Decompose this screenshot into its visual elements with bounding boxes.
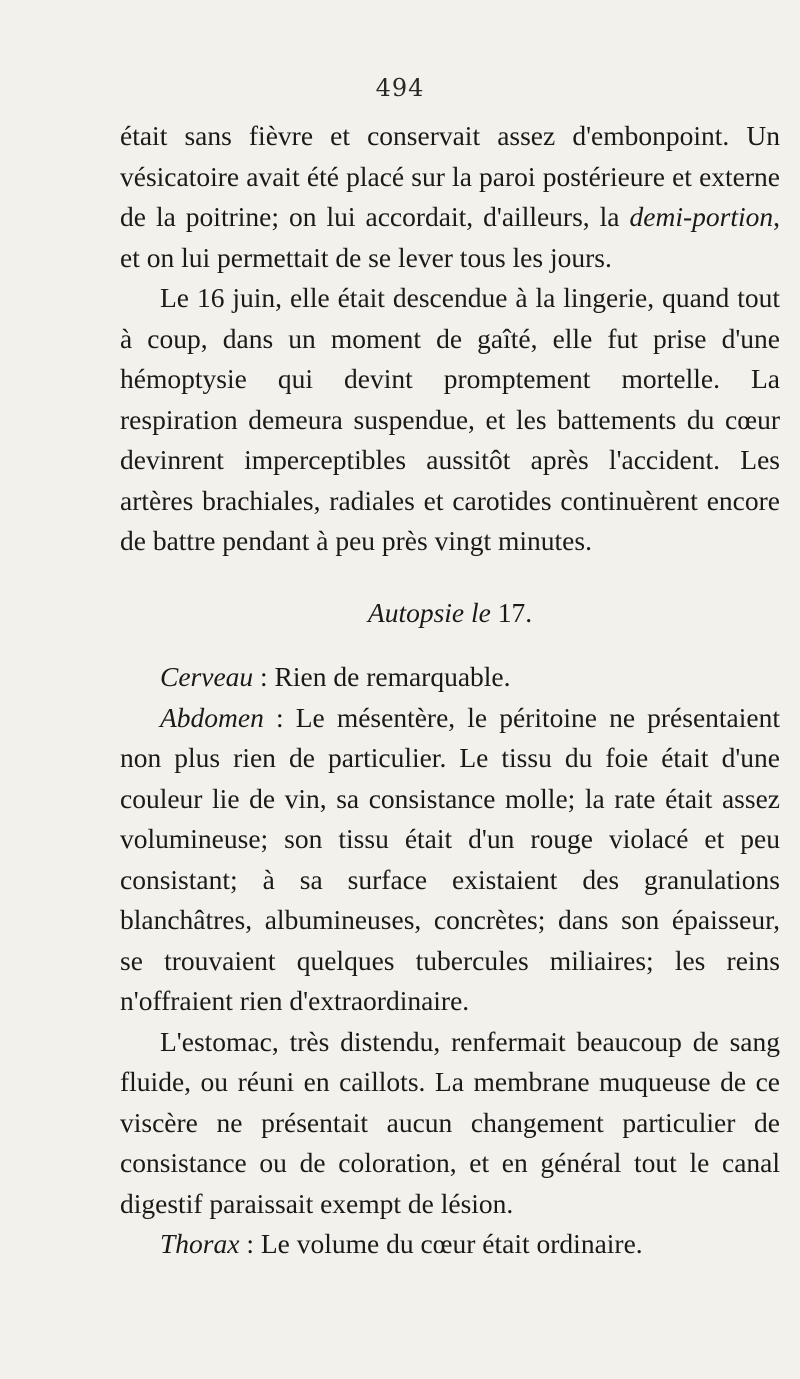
paragraph-estomac: L'estomac, très distendu, renfermait beaucoup de sang fluide, ou réuni en caillots. La membrane muqueuse de ce viscère ne présentait aucun changement particulier de consistance ou de coloration, et en général tout le canal digestif paraissait exempt de lésion. [120, 1025, 780, 1219]
paragraph-1-italic: demi-portion [629, 201, 774, 232]
cerveau-label: Cerveau [160, 661, 254, 692]
section-heading-number: 17. [490, 596, 533, 628]
section-heading [120, 593, 780, 634]
page-number: 494 [375, 74, 425, 102]
paragraph-1 [120, 116, 780, 278]
cerveau-text: : Rien de remarquable. [253, 661, 511, 692]
page-text [120, 116, 780, 1265]
section-heading-italic: Autopsie le [367, 596, 491, 628]
paragraph-cerveau [120, 657, 780, 698]
paragraph-1-tail: , et on lui permettait de se lever tous les jours. [120, 201, 780, 273]
thorax-label: Thorax [160, 1228, 240, 1259]
paragraph-thorax [120, 1224, 780, 1265]
thorax-text: : Le volume du cœur était ordinaire. [239, 1228, 643, 1259]
abdomen-text: : Le mésentère, le péritoine ne présentaient non plus rien de particulier. Le tissu du foie était d'une couleur lie de vin, sa consistance molle; la rate était assez volumineuse; son tissu était d'un rouge violacé et peu consistant; à sa surface existaient des granulations blanchâtres, albumineuses, concrètes; dans son épaisseur, se trouvaient quelques tubercules miliaires; les reins n'offraient rien d'extraordinaire. [120, 701, 780, 1016]
paragraph-2: Le 16 juin, elle était descendue à la lingerie, quand tout à coup, dans un moment de gaîté, elle fut prise d'une hémoptysie qui devint promptement mortelle. La respiration demeura suspendue, et les battements du cœur devinrent imperceptibles aussitôt après l'accident. Les artères brachiales, radiales et carotides continuèrent encore de battre pendant à peu près vingt minutes. [120, 282, 780, 556]
paragraph-abdomen [120, 698, 780, 1022]
paragraph-1-text: était sans fièvre et conservait assez d'embonpoint. Un vésicatoire avait été placé sur la paroi postérieure et externe de la poitrine; on lui accordait, d'ailleurs, la [120, 120, 780, 232]
abdomen-label: Abdomen [160, 701, 264, 733]
